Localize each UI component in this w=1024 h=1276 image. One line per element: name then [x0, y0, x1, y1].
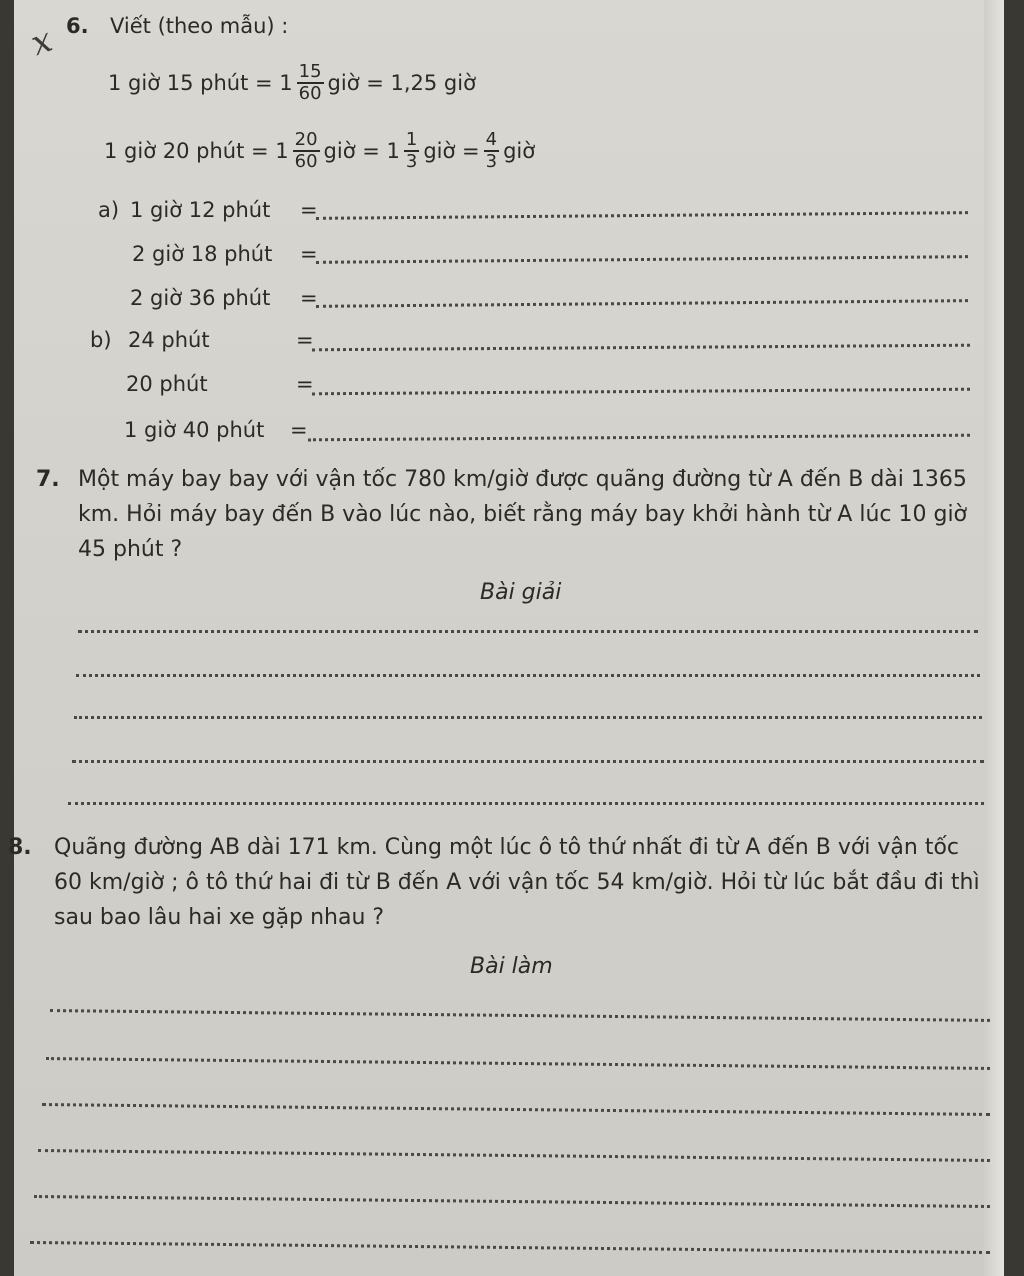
q6-item-4: 24 phút: [128, 328, 210, 352]
q6-item-5: 20 phút: [126, 372, 208, 396]
pen-check-mark: x: [25, 19, 58, 65]
q6-example-2: [104, 130, 535, 172]
example1-left: 1 giờ 15 phút = 1: [108, 71, 293, 95]
example2-fraction-2: [404, 130, 419, 172]
q6-item-6: 1 giờ 40 phút: [124, 418, 265, 442]
q8-number: 8.: [8, 835, 32, 860]
example2-fraction-1: [293, 130, 320, 172]
q6-eq-3: =: [300, 286, 318, 310]
q7-answer-line-4[interactable]: [72, 760, 984, 763]
example2-f2-den: 3: [405, 151, 418, 172]
q7-answer-line-3[interactable]: [74, 716, 982, 719]
q6-item-1: 1 giờ 12 phút: [130, 198, 271, 222]
q7-heading: Bài giải: [480, 580, 562, 605]
example2-mid2: giờ =: [423, 139, 480, 163]
q7-number: 7.: [36, 467, 60, 492]
q7-answer-line-5[interactable]: [68, 802, 984, 805]
q6-number: 6.: [66, 14, 89, 38]
q6-part-a-label: a): [98, 198, 120, 222]
q6-example-1: [108, 62, 476, 104]
example2-mid1: giờ = 1: [323, 139, 400, 163]
q6-eq-6: =: [290, 418, 308, 442]
q7-answer-line-1[interactable]: [78, 630, 978, 633]
q6-eq-2: =: [300, 242, 318, 266]
example2-f2-num: 1: [405, 129, 418, 150]
example2-f3-den: 3: [485, 151, 498, 172]
q8-answer-line-2[interactable]: [46, 1057, 990, 1070]
q8-answer-line-3[interactable]: [42, 1103, 990, 1116]
example2-fraction-3: [484, 130, 499, 172]
q6-title: Viết (theo mẫu) :: [110, 14, 289, 38]
example2-f1-num: 20: [294, 129, 318, 150]
q7-text: Một máy bay bay với vận tốc 780 km/giờ được quãng đường từ A đến B dài 1365 km. Hỏi máy bay đến B vào lúc nào, biết rằng máy bay khởi hành từ A lúc 10 giờ 45 phút ?: [78, 467, 968, 562]
q6-answer-line-3[interactable]: [316, 299, 968, 308]
q6-answer-line-1[interactable]: [316, 211, 968, 220]
q6-eq-1: =: [300, 198, 318, 222]
q6-item-2: 2 giờ 18 phút: [132, 242, 273, 266]
q6-item-3: 2 giờ 36 phút: [130, 286, 271, 310]
example2-f3-num: 4: [485, 129, 498, 150]
q6-answer-line-6[interactable]: [308, 434, 970, 442]
q6-answer-line-2[interactable]: [316, 255, 968, 264]
q6-answer-line-5[interactable]: [312, 388, 970, 396]
q8-answer-line-4[interactable]: [38, 1149, 990, 1162]
example2-f1-den: 60: [294, 151, 318, 172]
example1-fraction: [297, 62, 324, 104]
example2-right: giờ: [503, 139, 536, 163]
q6-eq-4: =: [296, 328, 314, 352]
worksheet-page: [8, 0, 1004, 1276]
q8-answer-line-6[interactable]: [30, 1241, 990, 1254]
q6-answer-line-4[interactable]: [312, 344, 970, 352]
q7-answer-line-2[interactable]: [76, 674, 980, 677]
example2-left: 1 giờ 20 phút = 1: [104, 139, 289, 163]
q6-eq-5: =: [296, 372, 314, 396]
q8-answer-line-1[interactable]: [50, 1009, 990, 1022]
q8-text: Quãng đường AB dài 171 km. Cùng một lúc ô tô thứ nhất đi từ A đến B với vận tốc 60 km/giờ ; ô tô thứ hai đi từ B đến A với vận tốc 54 km/giờ. Hỏi từ lúc bắt đầu đi thì sau bao lâu hai xe gặp nhau ?: [54, 835, 980, 930]
example1-frac-num: 15: [298, 61, 322, 82]
q6-part-b-label: b): [90, 328, 112, 352]
example1-frac-den: 60: [298, 83, 322, 104]
q8-answer-line-5[interactable]: [34, 1195, 990, 1208]
q8-heading: Bài làm: [470, 954, 553, 979]
page-edge: [984, 0, 1004, 1276]
example1-right: giờ = 1,25 giờ: [327, 71, 476, 95]
